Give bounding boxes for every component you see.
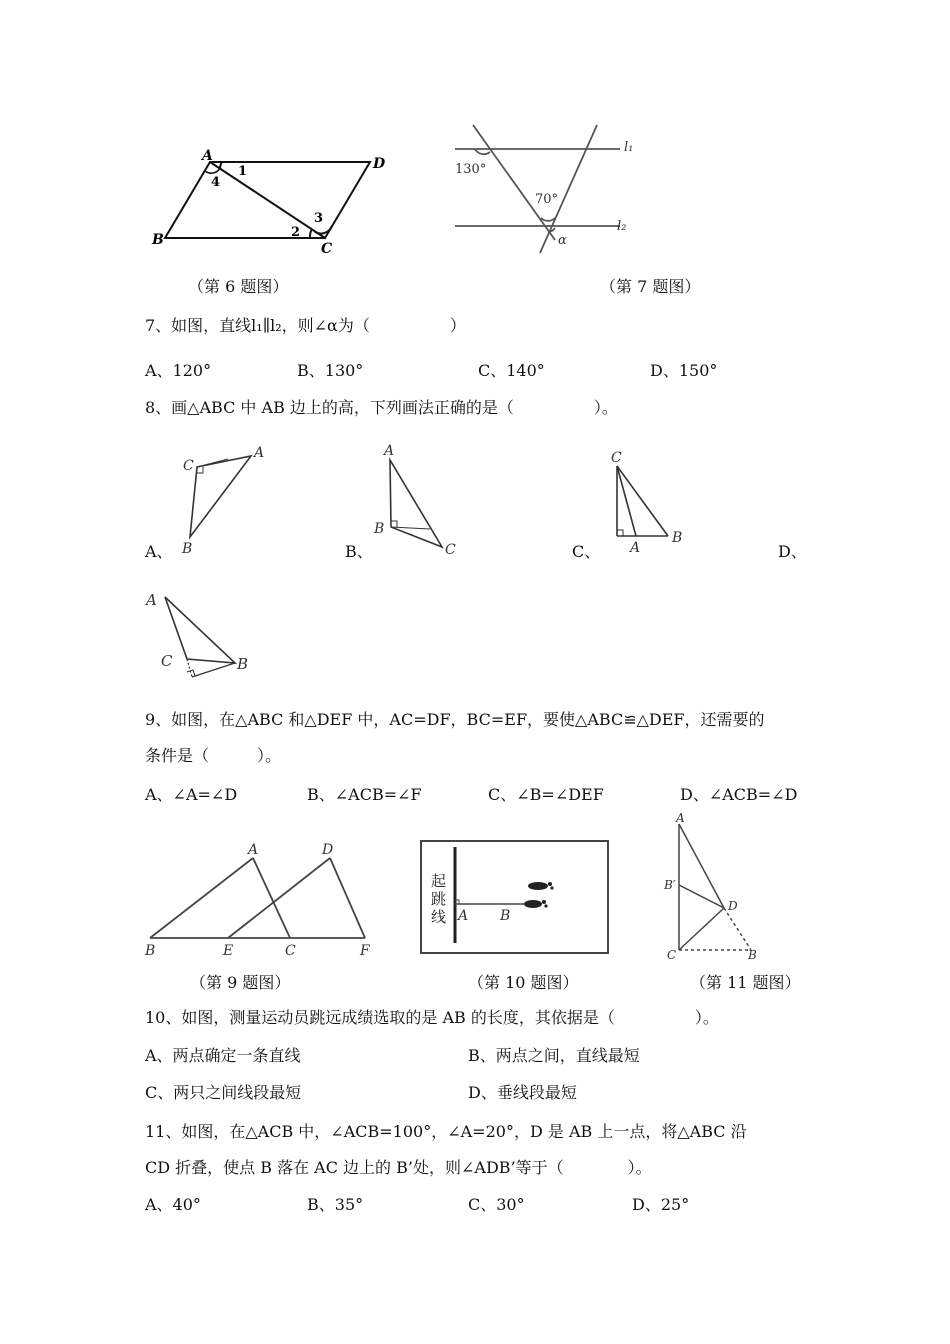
fig9-caption: （第 9 题图） <box>190 973 291 992</box>
q7-option-d: D、150° <box>650 361 718 380</box>
q8-stem: 8、画△ABC 中 AB 边上的高，下列画法正确的是（ ）。 <box>145 398 618 417</box>
q8-figure-c <box>600 446 700 556</box>
fig11-label-c: C <box>667 948 677 962</box>
fig9-label-a: A <box>248 842 259 858</box>
q8d-label-b: B <box>237 655 249 673</box>
fig9-label-b: B <box>145 943 156 959</box>
label-3: 3 <box>314 211 324 226</box>
q9-option-d: D、∠ACB=∠D <box>680 785 798 804</box>
q7-option-b: B、130° <box>297 361 364 380</box>
label-4: 4 <box>211 175 221 190</box>
q11-option-b: B、35° <box>307 1195 364 1214</box>
angle-130-label: 130° <box>455 162 487 177</box>
q8c-label-b: B <box>672 530 683 546</box>
fig10-char-xian: 线 <box>431 908 447 926</box>
q9-option-b: B、∠ACB=∠F <box>307 785 422 804</box>
q9-option-c: C、∠B=∠DEF <box>488 785 604 804</box>
fig11-label-a: A <box>676 811 685 825</box>
fig11-label-b: B <box>748 948 757 962</box>
q7-option-c: C、140° <box>478 361 545 380</box>
fig9-label-c: C <box>285 943 296 959</box>
fig10-label-b: B <box>500 908 511 924</box>
q7-option-a: A、120° <box>145 361 212 380</box>
transversal-1 <box>473 125 555 240</box>
q8d-label-c: C <box>161 652 173 670</box>
figure-9 <box>140 838 380 963</box>
q11-stem-line1: 11、如图，在△ACB 中，∠ACB=100°，∠A=20°，D 是 AB 上一点，将△ABC 沿 <box>145 1122 747 1141</box>
q8a-label-c: C <box>183 458 194 474</box>
figure-10 <box>418 838 613 958</box>
q8b-label-a: A <box>384 443 395 459</box>
transversal-2 <box>540 125 597 253</box>
q11-stem-line2: CD 折叠，使点 B 落在 AC 边上的 B’处，则∠ADB’等于（ ）。 <box>145 1158 652 1177</box>
q8-figure-d <box>140 585 260 685</box>
figure-7 <box>445 120 645 255</box>
q7-stem: 7、如图，直线l₁∥l₂，则∠α为（ ） <box>145 316 466 335</box>
fig11-label-bprime: B′ <box>664 878 676 892</box>
q8-option-b: B、 <box>345 542 373 561</box>
angle-mark-2 <box>310 229 312 238</box>
label-d: D <box>373 156 386 172</box>
q8c-label-c: C <box>611 450 622 466</box>
angle-70-label: 70° <box>535 192 559 207</box>
q8-figure-a <box>175 440 275 560</box>
q8-option-a: A、 <box>145 542 173 561</box>
fig10-frame <box>421 841 608 953</box>
q11-option-c: C、30° <box>468 1195 525 1214</box>
l2-label: l₂ <box>617 219 627 234</box>
fig10-label-a: A <box>458 908 469 924</box>
fig11-label-d: D <box>728 899 738 913</box>
diagonal-ac <box>210 162 325 238</box>
q10-option-b: B、两点之间，直线最短 <box>468 1046 640 1065</box>
fig11-caption: （第 11 题图） <box>690 973 801 992</box>
q8d-label-a: A <box>146 591 157 609</box>
q8a-label-a: A <box>254 445 265 461</box>
label-b: B <box>152 232 164 248</box>
q10-option-d: D、垂线段最短 <box>468 1083 577 1102</box>
q11-option-a: A、40° <box>145 1195 201 1214</box>
fig10-caption: （第 10 题图） <box>468 973 579 992</box>
figure-6 <box>140 140 400 260</box>
q10-stem: 10、如图，测量运动员跳远成绩选取的是 AB 的长度，其依据是（ ）。 <box>145 1008 719 1027</box>
q8a-label-b: B <box>182 541 193 557</box>
fig9-label-e: E <box>223 943 234 959</box>
fig9-label-f: F <box>360 943 370 959</box>
q8-figure-b <box>370 440 470 560</box>
q9-stem-line2: 条件是（ ）。 <box>145 746 282 765</box>
q10-option-a: A、两点确定一条直线 <box>145 1046 301 1065</box>
figure-11 <box>660 812 790 962</box>
label-c: C <box>321 241 333 257</box>
footprint-icon <box>524 882 554 908</box>
fig10-char-tiao: 跳 <box>431 890 447 908</box>
q8b-label-c: C <box>445 542 456 558</box>
l1-label: l₁ <box>624 140 634 155</box>
q8b-label-b: B <box>374 521 385 537</box>
q9-option-a: A、∠A=∠D <box>145 785 238 804</box>
q8c-label-a: A <box>630 540 641 556</box>
q11-option-d: D、25° <box>632 1195 690 1214</box>
label-a: A <box>202 148 213 164</box>
alpha-label: α <box>558 233 567 248</box>
fig10-char-qi: 起 <box>431 872 447 890</box>
q10-option-c: C、两只之间线段最短 <box>145 1083 302 1102</box>
q9-stem-line1: 9、如图，在△ABC 和△DEF 中，AC=DF，BC=EF，要使△ABC≌△DEF，还需要的 <box>145 710 765 729</box>
q8-option-c: C、 <box>572 542 601 561</box>
fig6-caption: （第 6 题图） <box>188 277 289 296</box>
fig7-caption: （第 7 题图） <box>600 277 701 296</box>
q8-option-d: D、 <box>778 542 807 561</box>
fig9-label-d: D <box>322 842 334 858</box>
angle-arc-70 <box>541 218 555 221</box>
angle-mark-4 <box>205 168 220 173</box>
label-1: 1 <box>238 164 248 179</box>
label-2: 2 <box>291 225 301 240</box>
